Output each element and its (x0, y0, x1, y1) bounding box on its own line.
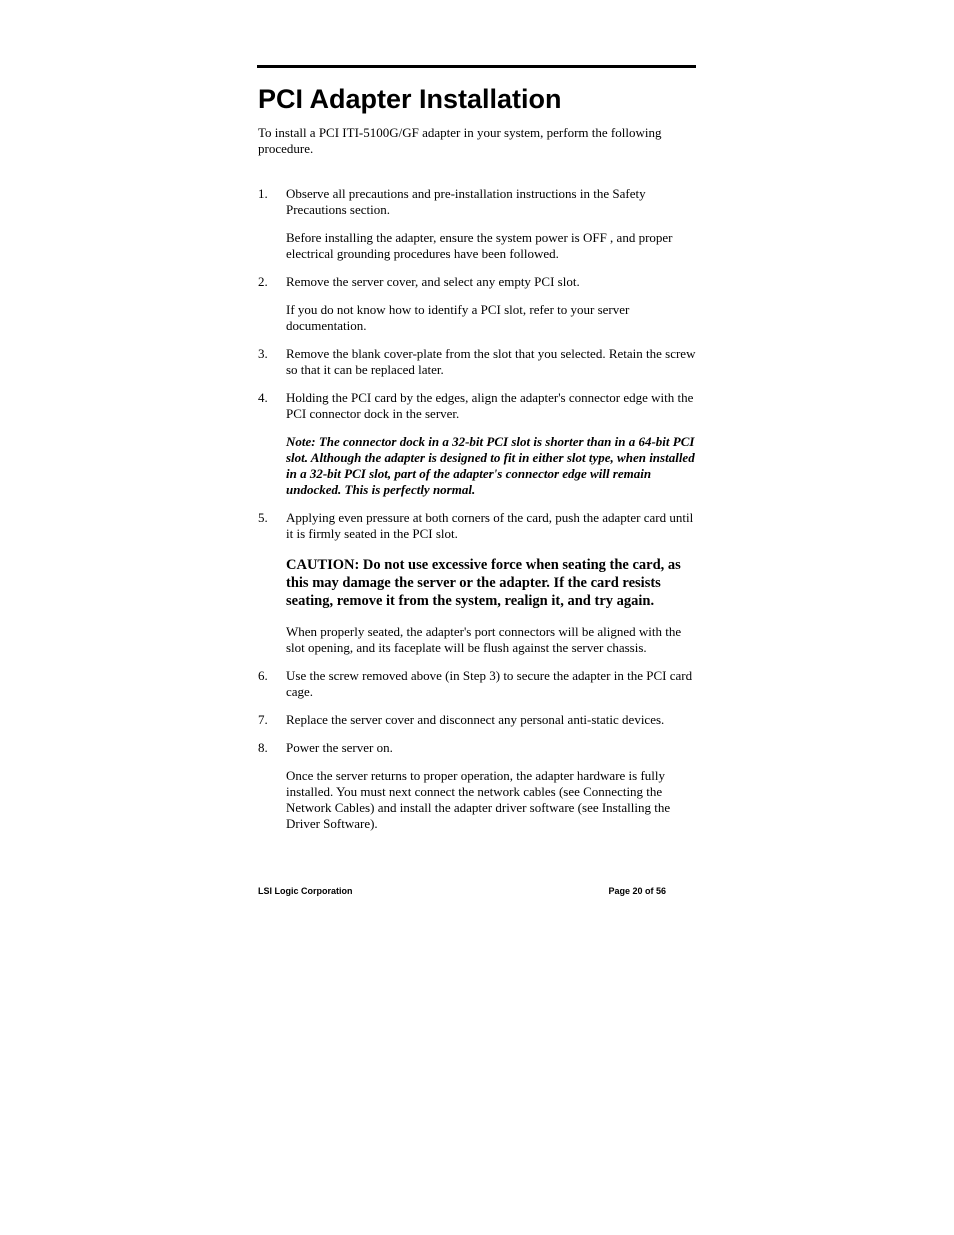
step-number: 1. (258, 186, 268, 201)
step-8 (258, 740, 698, 832)
step-7 (258, 712, 698, 728)
step-number: 4. (258, 390, 268, 405)
step-2 (258, 274, 698, 334)
step-text: Power the server on. (286, 740, 393, 755)
installation-steps (258, 186, 698, 832)
step-number: 6. (258, 668, 268, 683)
note-text: Note: The connector dock in a 32-bit PCI slot is shorter than in a 64-bit PCI slot. Although the adapter is designed to fit in either slot type, when installed in a 32-bit PCI slot, part of the adapter's connector edge will remain undocked. This is perfectly normal. (286, 434, 695, 497)
step-text: Holding the PCI card by the edges, align the adapter's connector edge with the PCI connector dock in the server. (286, 390, 694, 421)
step-text: Remove the server cover, and select any empty PCI slot. (286, 274, 580, 289)
step-3 (258, 346, 698, 378)
footer-page-number: Page 20 of 56 (608, 886, 666, 896)
step-detail: If you do not know how to identify a PCI slot, refer to your server documentation. (286, 302, 630, 333)
step-text: Replace the server cover and disconnect any personal anti-static devices. (286, 712, 665, 727)
page-title: PCI Adapter Installation (258, 84, 562, 114)
step-5 (258, 510, 698, 656)
step-text: Remove the blank cover-plate from the slot that you selected. Retain the screw so that it can be replaced later. (286, 346, 696, 377)
step-detail: When properly seated, the adapter's port connectors will be aligned with the slot opening, and its faceplate will be flush against the server chassis. (286, 624, 682, 655)
step-number: 7. (258, 712, 268, 727)
step-text: Use the screw removed above (in Step 3) to secure the adapter in the PCI card cage. (286, 668, 693, 699)
step-4 (258, 390, 698, 498)
caution-text: CAUTION: Do not use excessive force when seating the card, as this may damage the server or the adapter. If the card resists seating, remove it from the system, realign it, and try again. (286, 557, 681, 609)
header-rule (257, 65, 696, 68)
step-number: 2. (258, 274, 268, 289)
document-body (258, 125, 698, 844)
step-text: Observe all precautions and pre-installation instructions in the Safety Precautions section. (286, 186, 646, 217)
step-6 (258, 668, 698, 700)
step-text: Applying even pressure at both corners of the card, push the adapter card until it is firmly seated in the PCI slot. (286, 510, 694, 541)
step-number: 8. (258, 740, 268, 755)
page-footer (258, 886, 666, 897)
step-detail: Once the server returns to proper operation, the adapter hardware is fully installed. You must next connect the network cables (see Connecting the Network Cables) and install the adapter driver software (see Installing the Driver Software). (286, 768, 671, 831)
step-number: 3. (258, 346, 268, 361)
step-number: 5. (258, 510, 268, 525)
step-1 (258, 186, 698, 262)
footer-company: LSI Logic Corporation (258, 886, 353, 896)
step-detail: Before installing the adapter, ensure the system power is OFF , and proper electrical grounding procedures have been followed. (286, 230, 673, 261)
intro-paragraph: To install a PCI ITI-5100G/GF adapter in your system, perform the following procedure. (258, 125, 662, 156)
